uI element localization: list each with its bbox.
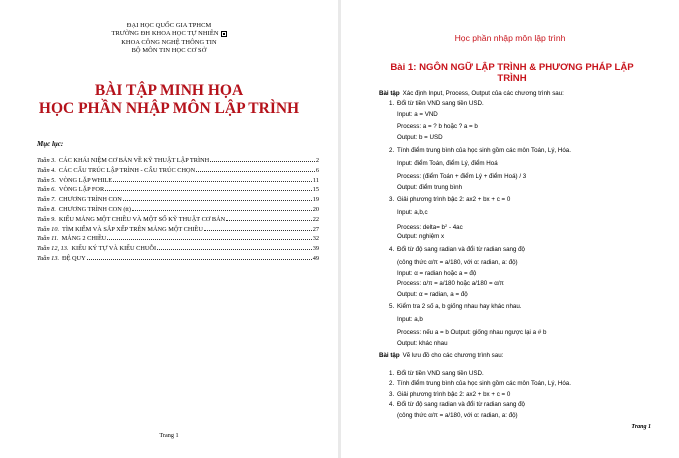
list-item-detail: Output: b = USD bbox=[397, 134, 443, 141]
toc-title: Mục lục: bbox=[37, 140, 64, 148]
list-item-detail: Input: điểm Toán, điểm Lý, điểm Hoá bbox=[397, 159, 498, 167]
toc-entry-title: VÒNG LẶP FOR bbox=[58, 186, 105, 194]
toc-entry-page: 39 bbox=[312, 245, 319, 253]
toc-leader-dots bbox=[204, 230, 312, 231]
toc-leader-dots bbox=[105, 190, 312, 191]
toc-leader-dots bbox=[132, 210, 312, 211]
exercise-2-heading bbox=[379, 350, 669, 361]
toc-entry[interactable] bbox=[37, 215, 319, 225]
exercise-label: Bài tập bbox=[379, 90, 400, 97]
toc-entry[interactable] bbox=[37, 156, 319, 166]
toc-entry-page: 19 bbox=[312, 196, 319, 204]
toc-entry-title: CHƯƠNG TRÌNH CON bbox=[58, 196, 122, 204]
list-item-detail: Process: (điểm Toán + điểm Lý + điểm Hoá) / 3 bbox=[397, 172, 527, 180]
toc-entry-title: KIỂU KÝ TỰ VÀ KIỂU CHUỖI bbox=[71, 245, 157, 253]
toc-entry-number: Tuần 9. bbox=[37, 215, 56, 223]
university-header bbox=[0, 22, 338, 56]
list-item-detail: Output: α = radian, a = độ bbox=[397, 290, 468, 298]
list-item-detail: Input: a,b bbox=[397, 316, 423, 323]
toc-entry-number: Tuần 10. bbox=[37, 225, 60, 233]
list-item-detail: Output: điểm trung bình bbox=[397, 183, 463, 191]
toc-leader-dots bbox=[87, 259, 312, 260]
left-page bbox=[0, 0, 338, 458]
list-item-detail: Process: delta= $b^2 - 4ac$ bbox=[397, 223, 463, 231]
list-item: 1. Đổi từ tiền VND sang tiền USD. bbox=[389, 369, 484, 377]
list-item: 2. Tính điểm trung bình của học sinh gồm các môn Toán, Lý, Hóa. bbox=[389, 380, 571, 387]
toc-entry-page: 32 bbox=[312, 235, 319, 243]
toc-leader-dots bbox=[210, 161, 315, 162]
toc-entry-page: 15 bbox=[312, 186, 319, 194]
toc-entry-page: 20 bbox=[312, 205, 319, 213]
toc-entry-title: ĐỆ QUY bbox=[62, 254, 86, 262]
toc-entry[interactable] bbox=[37, 234, 319, 244]
toc-entry[interactable] bbox=[37, 185, 319, 195]
toc-entry-number: Tuần 7. bbox=[37, 196, 56, 204]
toc-entry[interactable] bbox=[37, 225, 319, 235]
toc-leader-dots bbox=[157, 249, 312, 250]
page-footer: Trang 1 bbox=[159, 432, 179, 439]
list-item-detail: (công thức α/π = a/180, với α: radian, a: độ) bbox=[397, 258, 518, 266]
page-footer: Trang 1 bbox=[631, 424, 651, 430]
toc-entry-title: CHƯƠNG TRÌNH CON (tt) bbox=[58, 205, 132, 213]
table-of-contents bbox=[37, 156, 319, 264]
toc-entry-page: 6 bbox=[315, 166, 319, 174]
toc-entry[interactable] bbox=[37, 166, 319, 176]
header-line: TRƯỜNG ĐH KHOA HỌC TỰ NHIÊN bbox=[0, 30, 338, 38]
book-title-line1: BÀI TẬP MINH HỌA bbox=[94, 82, 244, 99]
exercise-content bbox=[379, 88, 669, 421]
toc-entry-number: Tuần 13. bbox=[37, 254, 60, 262]
list-item-detail: Input: α = radian hoặc a = độ bbox=[397, 269, 477, 277]
list-item: 3. Giải phương trình bậc 2: ax2 + bx + c = 0 bbox=[389, 390, 511, 398]
toc-entry[interactable] bbox=[37, 254, 319, 264]
book-title bbox=[0, 82, 338, 118]
book-title-line2: HỌC PHẦN NHẬP MÔN LẬP TRÌNH bbox=[38, 100, 300, 117]
toc-entry-title: MẢNG 2 CHIỀU bbox=[61, 235, 107, 243]
university-logo-icon bbox=[221, 31, 227, 37]
toc-entry-number: Tuần 11. bbox=[37, 235, 59, 243]
toc-entry-title: CÁC KHÁI NIỆM CƠ BẢN VỀ KỸ THUẬT LẬP TRÌNH bbox=[58, 157, 210, 164]
header-line: BỘ MÔN TIN HỌC CƠ SỞ bbox=[131, 47, 207, 55]
toc-entry-page: 27 bbox=[312, 225, 319, 233]
course-header: Học phần nhập môn lập trình bbox=[454, 33, 566, 43]
toc-entry[interactable] bbox=[37, 244, 319, 254]
toc-entry[interactable] bbox=[37, 176, 319, 186]
list-item-detail: Output: nghiệm x bbox=[397, 233, 445, 240]
list-item-detail: Process: α/π = a/180 hoặc a/180 = α/π bbox=[397, 280, 504, 287]
toc-leader-dots bbox=[107, 239, 311, 240]
exercise-label: Bài tập bbox=[379, 351, 400, 359]
toc-leader-dots bbox=[196, 171, 315, 172]
lesson-title: Bài 1: NGÔN NGỮ LẬP TRÌNH & PHƯƠNG PHÁP LẬP TRÌNH bbox=[390, 62, 634, 84]
list-item: 5. Kiểm tra 2 số a, b giống nhau hay khác nhau. bbox=[389, 303, 522, 310]
list-item: 1. Đổi từ tiền VND sang tiền USD. bbox=[389, 100, 484, 107]
list-item-detail: (công thức α/π = a/180, với α: radian, a: độ) bbox=[397, 411, 518, 419]
list-item: 4. Đổi từ độ sang radian và đổi từ radian sang độ bbox=[389, 245, 525, 253]
toc-entry-number: Tuần 8. bbox=[37, 205, 56, 213]
toc-entry-title: KIỂU MẢNG MỘT CHIỀU VÀ MỘT SỐ KỸ THUẬT CƠ BẢN bbox=[58, 215, 226, 223]
list-item: 3. Giải phương trình bậc 2: ax2 + bx + c = 0 bbox=[389, 196, 511, 203]
list-item-detail: Process: nếu a = b Output: giống nhau ngược lại a # b bbox=[397, 329, 547, 336]
toc-entry-number: Tuần 4. bbox=[37, 166, 56, 174]
toc-entry[interactable] bbox=[37, 195, 319, 205]
list-item-detail: Process: a = ? b hoặc ? a = b bbox=[397, 123, 478, 130]
toc-entry-number: Tuần 5. bbox=[37, 176, 56, 184]
toc-entry-number: Tuần 6. bbox=[37, 186, 56, 194]
toc-entry-title: TÌM KIẾM VÀ SẮP XẾP TRÊN MẢNG MỘT CHIỀU bbox=[62, 225, 203, 233]
toc-entry[interactable] bbox=[37, 205, 319, 215]
toc-entry-number: Tuần 3. bbox=[37, 157, 56, 164]
toc-leader-dots bbox=[226, 220, 312, 221]
exercise-instruction: Xác định Input, Process, Output của các chương trình sau: bbox=[402, 90, 564, 97]
list-item: 2. Tính điểm trung bình của học sinh gồm các môn Toán, Lý, Hóa. bbox=[389, 146, 571, 154]
toc-entry-number: Tuần 12, 13. bbox=[37, 245, 69, 253]
exercise-instruction: Vẽ lưu đồ cho các chương trình sau: bbox=[402, 351, 504, 359]
toc-entry-page: 22 bbox=[312, 215, 319, 223]
toc-entry-title: CÁC CẤU TRÚC LẬP TRÌNH - CẤU TRÚC CHỌN bbox=[58, 166, 196, 174]
header-line: ĐẠI HỌC QUỐC GIA TPHCM bbox=[126, 22, 212, 29]
toc-entry-page: 11 bbox=[312, 176, 319, 184]
toc-entry-page: 2 bbox=[315, 157, 319, 164]
toc-entry-page: 49 bbox=[312, 254, 319, 262]
toc-entry-title: VÒNG LẶP WHILE bbox=[58, 176, 113, 184]
list-item-detail: Output: khác nhau bbox=[397, 340, 448, 347]
list-item-detail: Input: a,b,c bbox=[397, 209, 428, 216]
toc-leader-dots bbox=[113, 181, 312, 182]
list-item: 4. Đổi từ độ sang radian và đổi từ radian sang độ bbox=[389, 401, 525, 408]
exercise-1-heading bbox=[379, 88, 669, 99]
right-page bbox=[341, 0, 679, 458]
list-item-detail: Input: a = VND bbox=[397, 110, 438, 118]
toc-leader-dots bbox=[123, 200, 312, 201]
header-line: KHOA CÔNG NGHỆ THÔNG TIN bbox=[121, 38, 217, 46]
